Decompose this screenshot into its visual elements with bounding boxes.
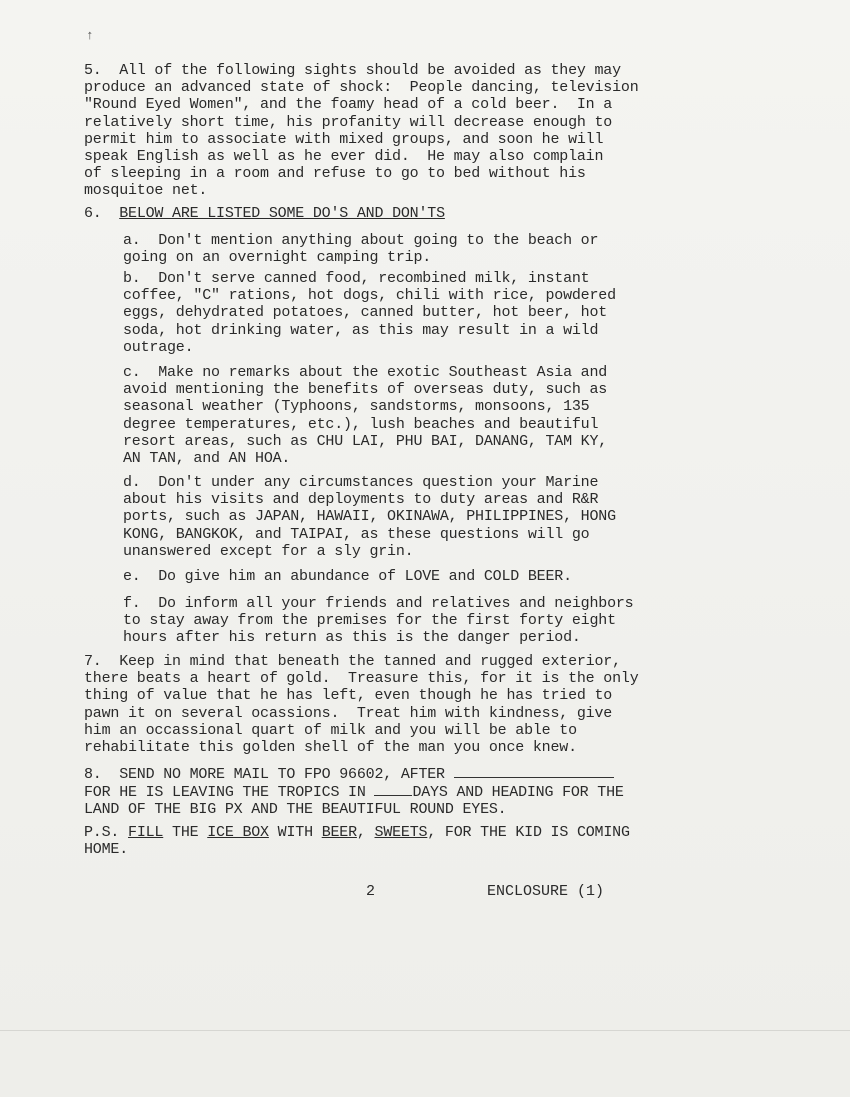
item-d: d. Don't under any circumstances question your Marine about his visits and deployments to duty areas and R&R ports, such as JAPAN, HAWAII, OKINAWA, PHILIPPINES, HONG KONG, BANGKOK, and TAIPAI, as these questions will go unanswered except for a sly grin. xyxy=(123,474,616,560)
item-b: b. Don't serve canned food, recombined milk, instant coffee, "C" rations, hot dogs, chili with rice, powdered eggs, dehydrated potatoes, canned butter, hot beer, hot soda, hot drinking water, as this may result in a wild outrage. xyxy=(123,270,616,356)
paragraph-6-heading xyxy=(84,205,724,222)
paragraph-8-line-3: LAND OF THE BIG PX AND THE BEAUTIFUL ROUND EYES. xyxy=(84,801,507,819)
ps-text: , FOR THE KID IS COMING xyxy=(427,824,630,841)
ps-line-2: HOME. xyxy=(84,841,129,859)
postscript xyxy=(84,824,724,858)
enclosure-label: ENCLOSURE (1) xyxy=(487,883,605,900)
ps-text: THE xyxy=(163,824,208,841)
paragraph-8-line-2a: FOR HE IS LEAVING THE TROPICS IN xyxy=(84,784,375,802)
ps-text: , xyxy=(356,824,375,841)
paragraph-8-line-2b: DAYS AND HEADING FOR THE xyxy=(412,784,624,802)
paragraph-8-line-1: 8. SEND NO MORE MAIL TO FPO 96602, AFTER xyxy=(84,766,454,783)
pen-mark: ↑ xyxy=(86,28,94,43)
fill-in-blank-date xyxy=(454,765,614,778)
paragraph-6-title: BELOW ARE LISTED SOME DO'S AND DON'TS xyxy=(119,205,445,222)
item-a: a. Don't mention anything about going to the beach or going on an overnight camping trip. xyxy=(123,232,599,267)
fill-in-blank-days xyxy=(374,783,412,796)
item-e: e. Do give him an abundance of LOVE and COLD BEER. xyxy=(123,568,572,585)
paragraph-8 xyxy=(84,765,724,819)
ps-ice-box: ICE BOX xyxy=(207,824,269,841)
item-c: c. Make no remarks about the exotic Southeast Asia and avoid mentioning the benefits of overseas duty, such as seasonal weather (Typhoons, sandstorms, monsoons, 135 degree temperatures, etc.), lush beaches and beautiful resort areas, such as CHU LAI, PHU BAI, DANANG, TAM KY, AN TAN, and AN HOA. xyxy=(123,364,608,468)
page-number: 2 xyxy=(366,883,376,900)
ps-text: WITH xyxy=(268,824,322,841)
item-f: f. Do inform all your friends and relatives and neighbors to stay away from the premises for the first forty eight hours after his return as this is the danger period. xyxy=(123,595,634,647)
paragraph-6-number: 6. xyxy=(84,205,102,222)
paper-fold-line xyxy=(0,1030,850,1031)
paragraph-7: 7. Keep in mind that beneath the tanned and rugged exterior, there beats a heart of gold. Treasure this, for it is the only thing of value that he has left, even though he has tried to pawn it on several ocassions. Treat him with kindness, give him an occassional quart of milk and you will be able to rehabilitate this golden shell of the man you once knew. xyxy=(84,653,639,757)
ps-fill: FILL xyxy=(128,824,164,841)
ps-text: P.S. xyxy=(84,824,129,841)
ps-sweets: SWEETS xyxy=(374,824,428,841)
paragraph-5: 5. All of the following sights should be avoided as they may produce an advanced state of shock: People dancing, television "Round Eyed Women", and the foamy head of a cold beer. In a relatively short time, his profanity will decrease enough to permit him to associate with mixed groups, and soon he will speak English as well as he ever did. He may also complain of sleeping in a room and refuse to go to bed without his mosquitoe net. xyxy=(84,62,639,200)
ps-beer: BEER xyxy=(321,824,357,841)
